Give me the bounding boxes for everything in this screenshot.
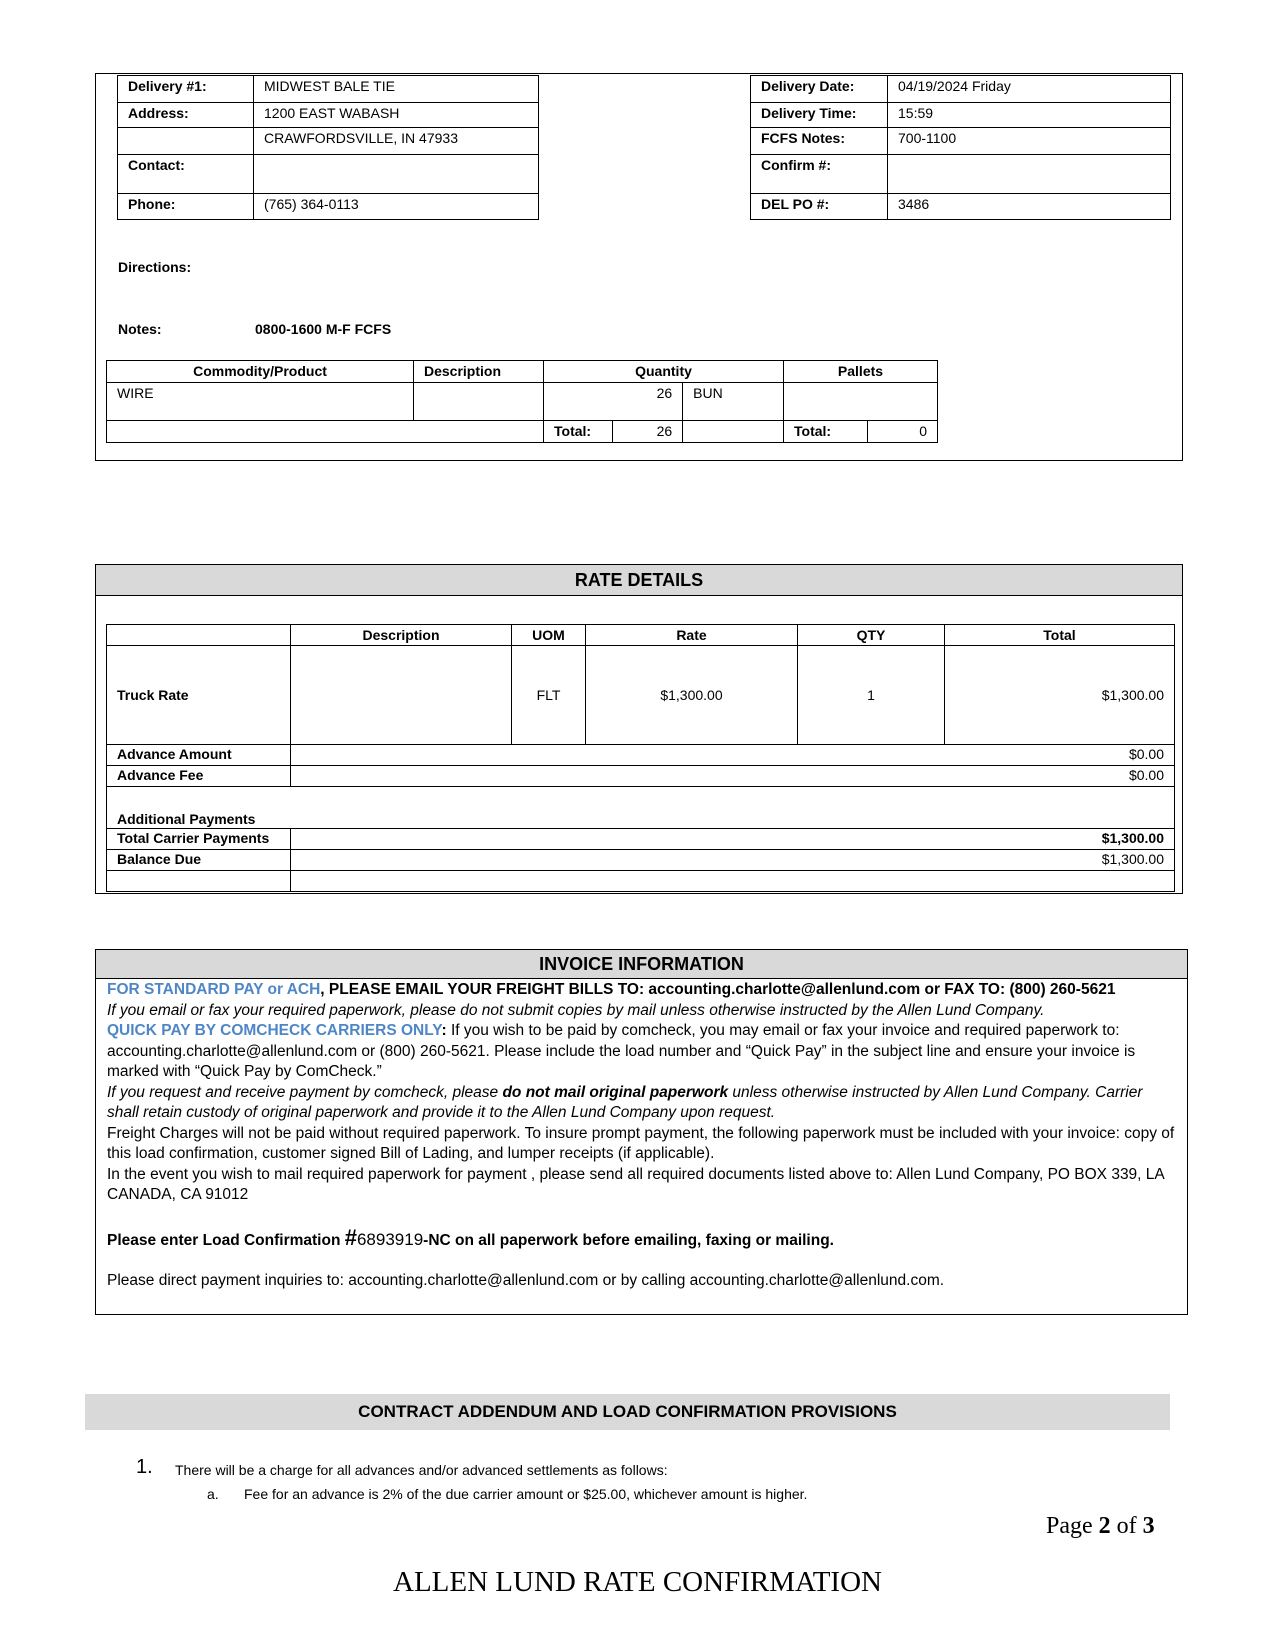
quantity-value: 26 — [544, 383, 683, 421]
load-conf-text-b: -NC on all paperwork before emailing, faxing or mailing. — [423, 1231, 834, 1249]
invoice-title: INVOICE INFORMATION — [95, 949, 1188, 979]
total-carrier-payments-value: $1,300.00 — [291, 829, 1175, 850]
addendum-item-1-number: 1. — [136, 1456, 153, 1478]
quantity-total-label: Total: — [544, 421, 613, 443]
directions-label: Directions: — [118, 259, 192, 275]
additional-payments-label: Additional Payments — [107, 787, 1175, 829]
address-line2: CRAWFORDSVILLE, IN 47933 — [254, 128, 539, 155]
comcheck-note-b: unless otherwise instructed by Allen Lund Company. Carrier shall retain custody of original paperwork and provide it to the Allen Lund Company upon request. — [107, 1083, 1143, 1121]
address-line1: 1200 EAST WABASH — [254, 103, 539, 128]
truck-rate-label: Truck Rate — [107, 646, 291, 745]
pallets-value — [784, 383, 938, 421]
rate-total-header: Total — [945, 625, 1175, 646]
delivery-time-label: Delivery Time: — [751, 103, 888, 128]
delivery-date-value: 04/19/2024 Friday — [888, 76, 1171, 103]
delivery-time-value: 15:59 — [888, 103, 1171, 128]
contact-value — [254, 155, 539, 194]
advance-amount-value: $0.00 — [291, 745, 1175, 766]
balance-due-value: $1,300.00 — [291, 850, 1175, 871]
advance-amount-label: Advance Amount — [107, 745, 291, 766]
quick-pay-colon: : — [441, 1022, 447, 1039]
load-conf-hash: # — [344, 1224, 357, 1250]
addendum-item-1a-letter: a. — [207, 1486, 219, 1502]
delivery-right-table — [750, 75, 1171, 220]
page-current: 2 — [1098, 1513, 1111, 1539]
fcfs-notes-label: FCFS Notes: — [751, 128, 888, 155]
pallets-header: Pallets — [784, 361, 938, 383]
quick-pay-label: QUICK PAY BY COMCHECK CARRIERS ONLY — [107, 1022, 442, 1039]
addendum-item-1-text: There will be a charge for all advances and/or advanced settlements as follows: — [175, 1462, 668, 1478]
delivery-left-table — [117, 75, 539, 220]
standard-pay-text: , PLEASE EMAIL YOUR FREIGHT BILLS TO: accounting.charlotte@allenlund.com or FAX TO: (800) 260-5621 — [320, 981, 1116, 998]
address-label-empty — [118, 128, 254, 155]
truck-rate-description — [291, 646, 512, 745]
truck-rate-qty: 1 — [798, 646, 945, 745]
truck-rate-total: $1,300.00 — [945, 646, 1175, 745]
rate-details-table — [106, 624, 1175, 892]
delivery-label: Delivery #1: — [118, 76, 254, 103]
page-prefix: Page — [1046, 1513, 1099, 1539]
commodity-header: Commodity/Product — [107, 361, 414, 383]
advance-fee-label: Advance Fee — [107, 766, 291, 787]
contact-label: Contact: — [118, 155, 254, 194]
balance-due-label: Balance Due — [107, 850, 291, 871]
rate-details-title: RATE DETAILS — [95, 564, 1183, 596]
invoice-italic-note-1: If you email or fax your required paperwork, please do not submit copies by mail unless otherwise instructed by the Allen Lund Company. — [107, 1001, 1045, 1019]
load-conf-number: 6893919 — [356, 1229, 424, 1249]
advance-fee-value: $0.00 — [291, 766, 1175, 787]
load-conf-text-a: Please enter Load Confirmation — [107, 1231, 345, 1249]
truck-rate-uom: FLT — [512, 646, 586, 745]
delivery-date-label: Delivery Date: — [751, 76, 888, 103]
commodity-description — [414, 383, 544, 421]
description-header: Description — [414, 361, 544, 383]
standard-pay-label: FOR STANDARD PAY or ACH — [107, 981, 321, 998]
freight-charges-text: Freight Charges will not be paid without required paperwork. To insure prompt payment, the following paperwork must be included with your invoice: copy of this load confirmation, customer signed Bill of Lading, and lumper receipts (if applicable). — [107, 1124, 1175, 1162]
phone-label: Phone: — [118, 194, 254, 220]
confirm-label: Confirm #: — [751, 155, 888, 194]
confirm-value — [888, 155, 1171, 194]
invoice-body — [107, 980, 1175, 1292]
quick-pay-text: If you wish to be paid by comcheck, you may email or fax your invoice and required paperwork to: accounting.charlotte@allenlund.com or (800) 260-5621. Please include the load number and “Quick Pay” in the subject line and ensure your invoice is marked with “Quick Pay by ComCheck.” — [107, 1022, 1136, 1080]
notes-value: 0800-1600 M-F FCFS — [255, 321, 392, 337]
rate-description-header: Description — [291, 625, 512, 646]
pallets-total-label: Total: — [784, 421, 868, 443]
address-label: Address: — [118, 103, 254, 128]
notes-label: Notes: — [118, 321, 162, 337]
page-number — [1046, 1513, 1155, 1540]
total-carrier-payments-label: Total Carrier Payments — [107, 829, 291, 850]
mail-paperwork-text: In the event you wish to mail required paperwork for payment , please send all required documents listed above to: Allen Lund Company, PO BOX 339, LA CANADA, CA 91012 — [107, 1165, 1164, 1203]
phone-value: (765) 364-0113 — [254, 194, 539, 220]
del-po-value: 3486 — [888, 194, 1171, 220]
truck-rate-rate: $1,300.00 — [586, 646, 798, 745]
addendum-title: CONTRACT ADDENDUM AND LOAD CONFIRMATION PROVISIONS — [85, 1394, 1170, 1430]
document-title: ALLEN LUND RATE CONFIRMATION — [393, 1566, 882, 1598]
fcfs-notes-value: 700-1100 — [888, 128, 1171, 155]
delivery-name: MIDWEST BALE TIE — [254, 76, 539, 103]
page-of: of — [1110, 1513, 1143, 1539]
quantity-total-value: 26 — [612, 421, 683, 443]
payment-inquiries-text: Please direct payment inquiries to: accounting.charlotte@allenlund.com or by calling accounting.charlotte@allenlund.com. — [107, 1272, 945, 1289]
commodity-value: WIRE — [107, 383, 414, 421]
pallets-total-value: 0 — [868, 421, 938, 443]
rate-uom-header: UOM — [512, 625, 586, 646]
rate-rate-header: Rate — [586, 625, 798, 646]
del-po-label: DEL PO #: — [751, 194, 888, 220]
comcheck-note-bold: do not mail original paperwork — [502, 1083, 729, 1101]
quantity-unit: BUN — [683, 383, 784, 421]
commodity-table — [106, 360, 938, 443]
addendum-item-1a-text: Fee for an advance is 2% of the due carrier amount or $25.00, whichever amount is higher. — [244, 1486, 808, 1502]
quantity-header: Quantity — [544, 361, 784, 383]
rate-qty-header: QTY — [798, 625, 945, 646]
comcheck-note-a: If you request and receive payment by comcheck, please — [107, 1083, 503, 1101]
page-total: 3 — [1142, 1513, 1155, 1539]
